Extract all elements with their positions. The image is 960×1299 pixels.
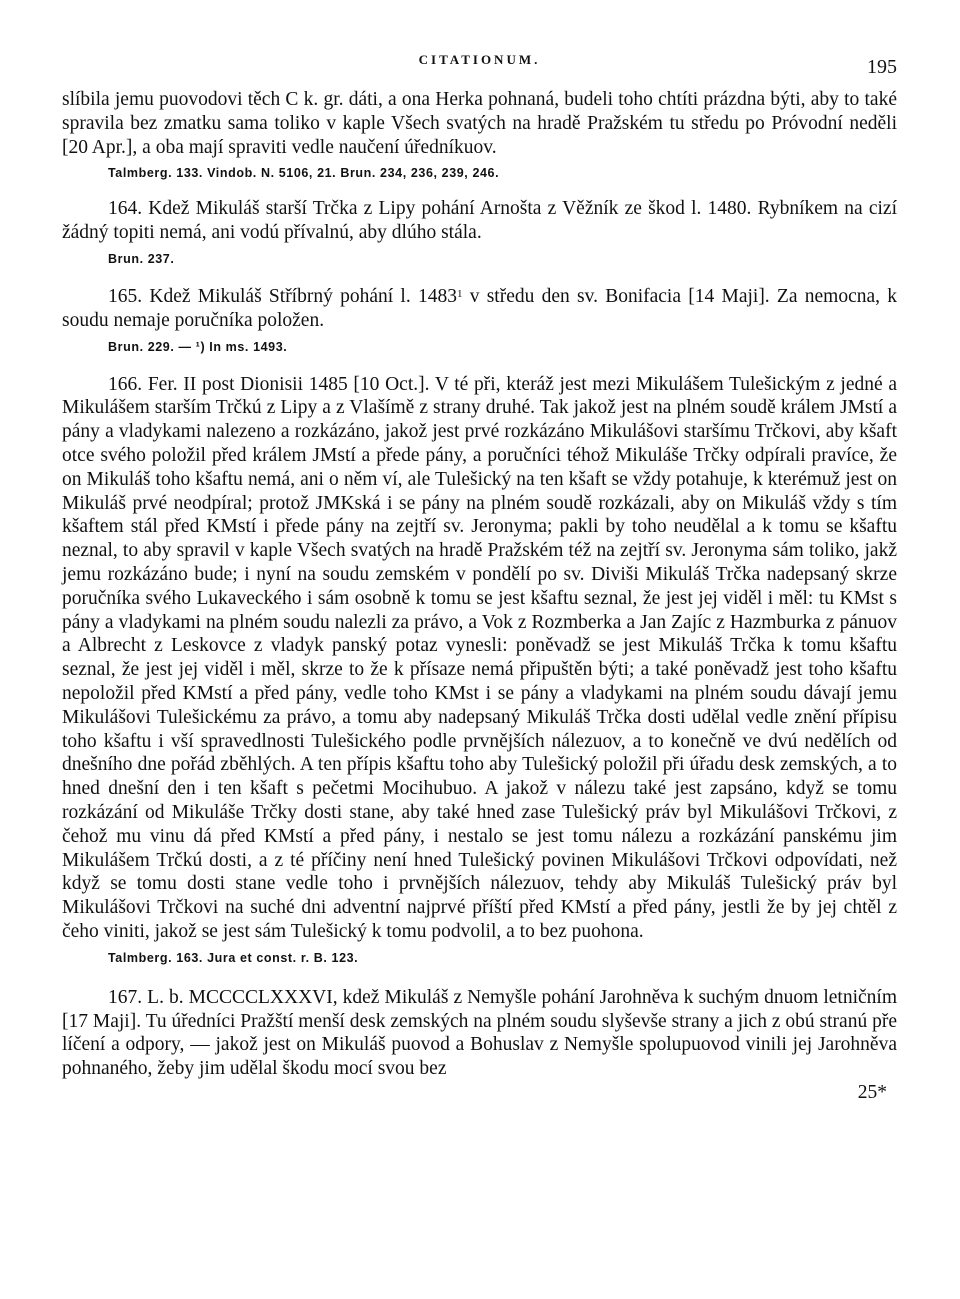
entry-164: 164. Kdež Mikuláš starší Trčka z Lipy pohání Arnošta z Věžník ze škod l. 1480. Rybníkem na cizí žádný topiti nemá, ani vodú přívalnú, aby dlúho stála. <box>62 198 897 244</box>
running-title: CITATIONUM. <box>418 52 541 67</box>
source-reference-164: Brun. 237. <box>108 251 175 266</box>
source-reference-165: Brun. 229. — ¹) In ms. 1493. <box>108 339 288 354</box>
entry-165-text-a: 165. Kdež Mikuláš Stříbrný pohání l. 1483 <box>108 285 457 307</box>
entry-167: 167. L. b. MCCCCLXXXVI, kdež Mikuláš z Nemyšle pohání Jarohněva k suchým dnuom letničním [17 Maji]. Tu úředníci Pražští menší desk zemských na plném soudu slyševše strany a jich z obú stranú pře líčení a odpory, — jakož jest on Mikuláš puovod a Bohuslav z Nemyšle spolupuovod vinili jej Jarohněva pohnaného, žeby jim udělal škodu mocí svou bez <box>62 986 897 1080</box>
entry-165-text-b: v středu den sv. Bonifacia [14 Maji]. Za nemocna, k soudu nemaje poručníka položen. <box>62 285 897 331</box>
entry-163-continuation: slíbila jemu puovodovi těch C k. gr. dáti, a ona Herka pohnaná, budeli toho chtíti prázdna býti, aby to také spravila bez zmatku sama toliko v kaple Všech svatých na hradě Pražském tu středu po Próvodní neděli [20 Apr.], a oba mají spraviti vedle naučení úředníkuov. <box>62 89 897 158</box>
page-header <box>62 52 897 88</box>
footnote-mark: 1 <box>456 287 463 300</box>
entry-165 <box>62 285 897 333</box>
entry-166: 166. Fer. II post Dionisii 1485 [10 Oct.]. V té při, kteráž jest mezi Mikulášem Tulešickým z jedné a Mikulášem starším Trčkú z Lipy a z Vlašímě z strany druhé. Tak jakož jest na plném soudě králem JMstí a pány a vladykami nalezeno a rozkázáno, jakož jest prvé rozkázáno Mikulášovi staršímu Trčkovi, aby kšaft otce svého položil před králem JMstí a přede pány, a poručníci téhož Mikuláše Trčky odpírali pravíce, že on Mikuláš toho kšaftu nemá, ani o něm ví, ale Tulešický na ten kšaft se vždy potahuje, k kterémuž jest on Mikuláš prvé neodpíral; protož JMKská i se pány na plném soudě rozkázali, aby on Mikuláš vždy s tím kšaftem stál před KMstí i přede pány na zejtří sv. Jeronyma; pakli by toho neudělal a k tomu se kšaftu neznal, to aby spravil v kaple Všech svatých na hradě Pražském též na zejtří sv. Jeronyma sám toliko, jakž jemu rozkázáno bude; i nyní na soudu zemském v pondělí po sv. Diviši Mikuláš Trčka nadepsaný skrze poručníka svého Lukaveckého i sám osobně k tomu se jest kšaftu seznal, že jest jej viděl i měl: tu KMst s pány a vladykami na plném soudu nalezli za právo, a Vok z Rozmberka a Jan Zajíc z Hazmburka z pánuov a Albrecht z Leskovce z vladyk panský potaz vynesli: poněvadž se jest Mikuláš Trčka k tomu kšaftu seznal, že jest jej viděl i měl, skrze to že k přísaze nemá připuštěn býti; a také poněvadž jest toho kšaftu nepoložil před KMstí a před pány, vedle toho KMst i se pány a vladykami na plném soudu dávají jemu Mikulášovi Tulešickému za právo, a tomu aby nadepsaný Mikuláš Trčka dosti udělal vedle znění přípisu toho kšaftu i vší spravedlnosti Tulešického podle prvnějších nálezuov, a to konečně ve dvú nedělích od dnešního dne pořád zběhlých. A ten přípis kšaftu toho aby Tulešický položil při úřadu desk zemských, a to hned dnešní den i ten kšaft s pečetmi Mocihubuo. A jakož v nálezu také jest zapsáno, když se tomu rozkázání od Mikuláše Trčky dosti stane, aby také hned zase Tulešický práv byl Mikulášovi Trčkovi, z čehož mu vinu dá před KMstí a před pány, i nestalo se jest tomu nálezu a rozkázání panskému jim Mikulášem Trčkú dosti, a z té příčiny není hned Tulešický povinen Mikulášovi Trčkovi odpovídati, než když se tomu dosti stane vedle toho i prvnějších nálezuov, tehdy aby Mikuláš Tulešický práv byl Mikulášovi Trčkovi na suché dni adventní najprvé příští před KMstí a před pány, jestli že by jej chtěl z čeho viniti, jakož se jest sám Tulešický k tomu podvolil, a to bez puohona. <box>62 373 897 942</box>
source-reference-163: Talmberg. 133. Vindob. N. 5106, 21. Brun. 234, 236, 239, 246. <box>108 166 500 181</box>
document-page <box>62 52 897 1103</box>
page-number: 195 <box>867 56 897 78</box>
signature-mark: 25* <box>857 1081 887 1103</box>
source-reference-166: Talmberg. 163. Jura et const. r. B. 123. <box>108 950 359 965</box>
